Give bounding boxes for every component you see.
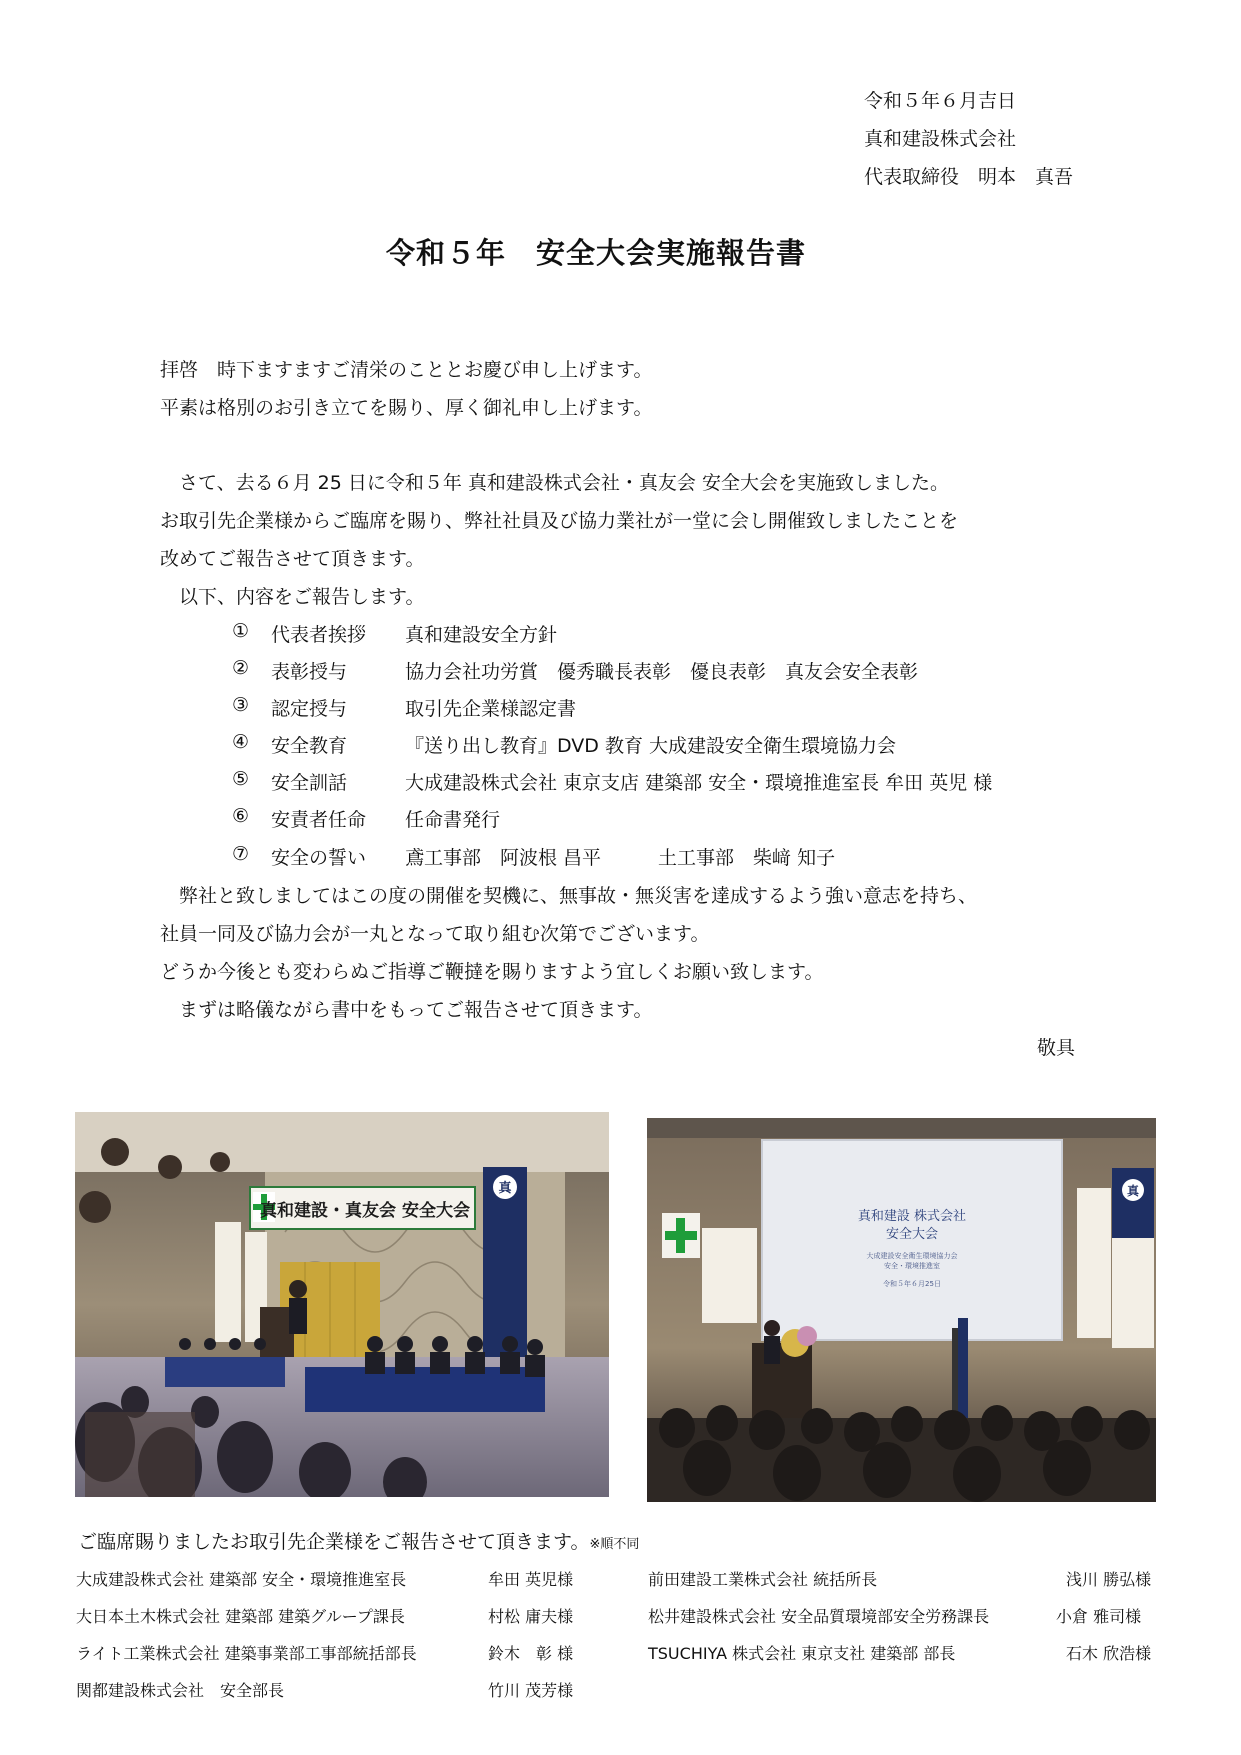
attendee-name: 石木 欣浩様 — [1066, 1644, 1152, 1663]
attendee-org: 大日本土木株式会社 建築部 建築グループ課長 — [76, 1607, 405, 1626]
attendee-name: 鈴木 彰 様 — [488, 1644, 574, 1663]
item-label: 安責者任命 — [271, 809, 367, 831]
item-label: 安全の誓い — [271, 847, 367, 869]
attendee-org: TSUCHIYA 株式会社 東京支社 建築部 部長 — [648, 1644, 956, 1663]
item-label: 認定授与 — [271, 698, 348, 720]
report-line-1: さて、去る６月 25 日に令和５年 真和建設株式会社・真友会 安全大会を実施致しました。 — [179, 472, 949, 494]
attendee-name: 小倉 雅司様 — [1056, 1607, 1142, 1626]
item-number: ⑥ — [232, 805, 250, 827]
item-number: ④ — [232, 731, 250, 753]
document-title: 令和５年 安全大会実施報告書 — [386, 236, 807, 270]
item-detail: 任命書発行 — [405, 809, 501, 831]
item-detail: 『送り出し教育』DVD 教育 大成建設安全衛生環境協力会 — [405, 735, 897, 757]
company-name: 真和建設株式会社 — [864, 128, 1017, 150]
item-label: 代表者挨拶 — [271, 624, 367, 646]
flag-mark-right: 真 — [1126, 1184, 1140, 1198]
attendees-note: ※順不同 — [589, 1537, 640, 1552]
attendee-org: ライト工業株式会社 建築事業部工事部統括部長 — [76, 1644, 417, 1663]
hall-photo-illustration — [75, 1112, 609, 1497]
screen-line-1: 大成建設安全衛生環境協力会 — [866, 1252, 958, 1260]
attendee-name: 竹川 茂芳様 — [488, 1681, 574, 1700]
greeting-line: 拝啓 時下ますますご清栄のこととお慶び申し上げます。 — [160, 359, 653, 381]
report-line-2: お取引先企業様からご臨席を賜り、弊社社員及び協力業社が一堂に会し開催致しましたことを — [160, 510, 959, 532]
report-line-3: 改めてご報告させて頂きます。 — [160, 548, 425, 570]
screen-date: 令和５年６月25日 — [883, 1280, 941, 1288]
attendees-intro-text: ご臨席賜りましたお取引先企業様をご報告させて頂きます。 — [78, 1531, 590, 1553]
attendee-org: 前田建設工業株式会社 統括所長 — [648, 1570, 878, 1589]
item-detail: 大成建設株式会社 東京支店 建築部 安全・環境推進室長 牟田 英児 様 — [405, 772, 993, 794]
item-label: 安全教育 — [271, 735, 348, 757]
screen-subtitle: 安全大会 — [885, 1227, 939, 1242]
item-number: ① — [232, 620, 250, 642]
attendees-intro — [78, 1527, 639, 1554]
item-number: ② — [232, 657, 250, 679]
closing-line-4: まずは略儀ながら書中をもってご報告させて頂きます。 — [179, 999, 653, 1021]
closing-line-3: どうか今後とも変わらぬご指導ご鞭撻を賜りますよう宜しくお願い致します。 — [160, 961, 824, 983]
ceremony-hall-photo — [75, 1112, 609, 1497]
presentation-photo-illustration — [647, 1118, 1156, 1502]
attendee-name: 浅川 勝弘様 — [1066, 1570, 1152, 1589]
representative: 代表取締役 明本 真吾 — [864, 166, 1074, 188]
attendee-org: 大成建設株式会社 建築部 安全・環境推進室長 — [76, 1570, 407, 1589]
hall-banner-text: 真和建設・真友会 安全大会 — [260, 1201, 470, 1221]
item-detail: 鳶工事部 阿波根 昌平 土工事部 柴﨑 知子 — [405, 847, 836, 869]
item-detail: 真和建設安全方針 — [405, 624, 558, 646]
item-label: 表彰授与 — [271, 661, 348, 683]
attendee-name: 村松 庸夫様 — [488, 1607, 574, 1626]
closing-word: 敬具 — [1037, 1037, 1076, 1059]
document-date: 令和５年６月吉日 — [864, 90, 1017, 112]
item-label: 安全訓話 — [271, 772, 348, 794]
closing-line-1: 弊社と致しましてはこの度の開催を契機に、無事故・無災害を達成するよう強い意志を持ち、 — [179, 885, 978, 907]
item-number: ⑤ — [232, 768, 250, 790]
attendee-org: 松井建設株式会社 安全品質環境部安全労務課長 — [648, 1607, 990, 1626]
thanks-line: 平素は格別のお引き立てを賜り、厚く御礼申し上げます。 — [160, 397, 653, 419]
program-item — [232, 620, 249, 642]
item-number: ⑦ — [232, 843, 250, 865]
contents-intro: 以下、内容をご報告します。 — [179, 586, 425, 608]
attendee-org: 関都建設株式会社 安全部長 — [76, 1681, 285, 1700]
presentation-photo — [647, 1118, 1156, 1502]
flag-mark: 真 — [498, 1181, 512, 1196]
closing-line-2: 社員一同及び協力会が一丸となって取り組む次第でございます。 — [160, 923, 710, 945]
item-detail: 協力会社功労賞 優秀職長表彰 優良表彰 真友会安全表彰 — [405, 661, 919, 683]
item-number: ③ — [232, 694, 250, 716]
attendee-name: 牟田 英児様 — [488, 1570, 574, 1589]
item-detail: 取引先企業様認定書 — [405, 698, 577, 720]
screen-title: 真和建設 株式会社 — [857, 1209, 967, 1224]
screen-line-2: 安全・環境推進室 — [884, 1262, 940, 1270]
